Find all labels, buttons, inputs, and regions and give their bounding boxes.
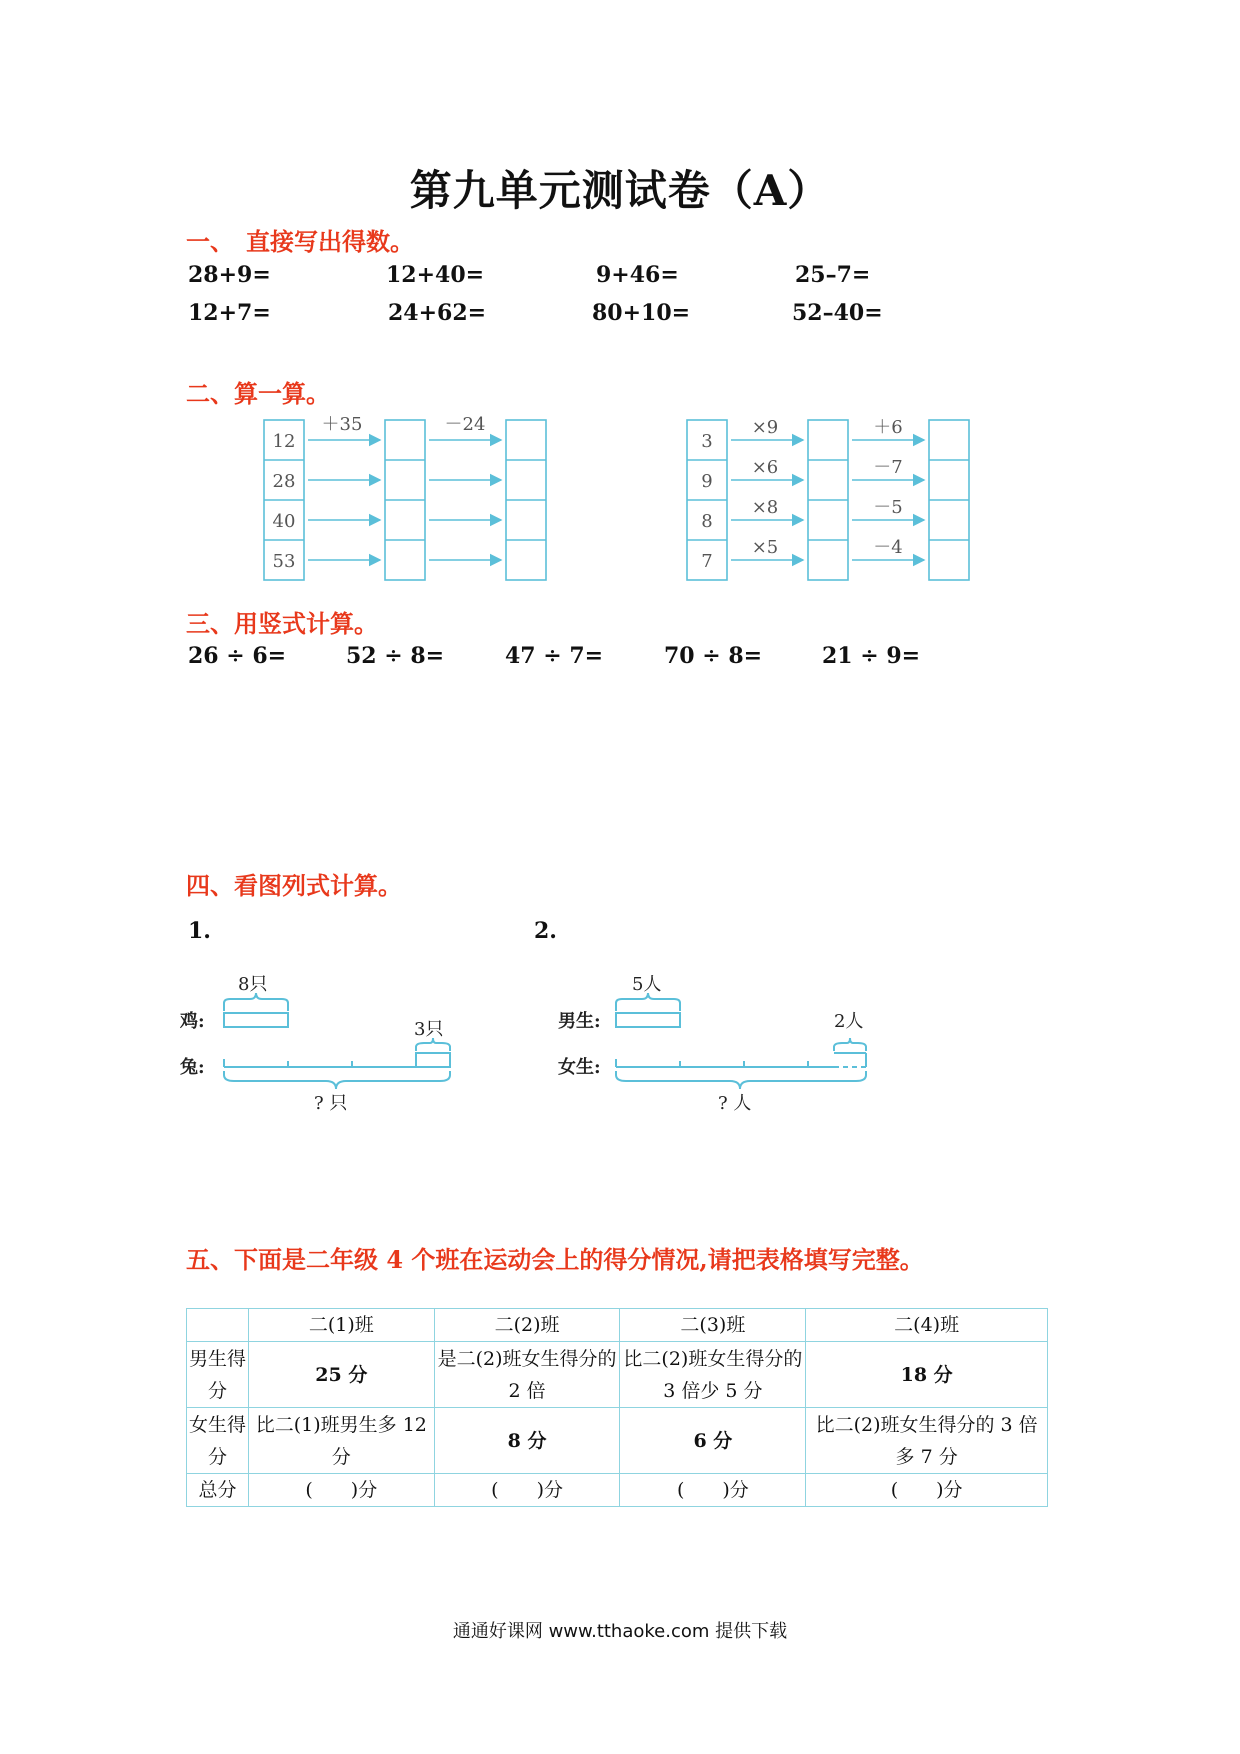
chain-input: 9 [701,471,713,492]
diagram-row-label: 鸡: [180,1011,205,1032]
division-item: 52 ÷ 8= [346,643,445,669]
equation: 24+62= [388,300,487,326]
chain-operation: －24 [444,414,486,435]
section-5-heading: 五、下面是二年级 4 个班在运动会上的得分情况,请把表格填写完整。 [186,1245,924,1274]
chain-operation: ＋6 [873,417,903,438]
table-cell: 6 分 [620,1408,806,1474]
row-label: 总分 [187,1474,249,1507]
chain-operation: ×9 [751,417,779,438]
table-cell: 是二(2)班女生得分的 2 倍 [434,1342,620,1408]
equation: 12+40= [386,262,485,288]
division-item: 70 ÷ 8= [664,643,763,669]
diagram-total-label: ? 人 [718,1093,752,1114]
diagram-extra-label: 2人 [834,1011,864,1032]
chain-input: 8 [701,511,713,532]
table-cell: 25 分 [248,1342,434,1408]
chain-operation: －7 [873,457,903,478]
table-header-cell: 二(2)班 [434,1309,620,1342]
chain-input: 3 [701,431,713,452]
diagram-row-label: 男生: [558,1011,601,1032]
table-cell: 比二(1)班男生多 12 分 [248,1408,434,1474]
table-cell: 比二(2)班女生得分的 3 倍多 7 分 [806,1408,1048,1474]
chain-input: 40 [272,511,296,532]
table-header-row [187,1309,1048,1342]
chain-input: 7 [701,551,713,572]
footer-credit: 通通好课网 www.tthaoke.com 提供下载 [452,1621,788,1642]
diagram-2 [558,975,898,1115]
chain-input: 53 [272,551,296,572]
diagram-total-label: ? 只 [314,1093,348,1114]
division-item: 47 ÷ 7= [505,643,604,669]
diagram-1 [180,975,480,1115]
diagram-top-label: 8只 [238,975,268,995]
table-row-boys [187,1342,1048,1408]
table-header-cell: 二(3)班 [620,1309,806,1342]
total-blank: ( )分 [248,1474,434,1507]
row-label: 女生得分 [187,1408,249,1474]
equation: 28+9= [188,262,271,288]
section-2-heading: 二、算一算。 [186,379,330,408]
table-cell: 比二(2)班女生得分的 3 倍少 5 分 [620,1342,806,1408]
chain-operation: ×6 [751,457,779,478]
table-header-cell: 二(4)班 [806,1309,1048,1342]
diagram-row-label: 兔: [180,1057,205,1078]
section-1-heading: 一、 直接写出得数。 [186,227,414,256]
division-item: 26 ÷ 6= [188,643,287,669]
total-blank: ( )分 [434,1474,620,1507]
diagram-top-label: 5人 [632,975,662,995]
equation: 12+7= [188,300,271,326]
chain-operation: －5 [873,497,903,518]
chain-input: 28 [272,471,296,492]
equation: 25–7= [795,262,871,288]
table-header-cell: 二(1)班 [248,1309,434,1342]
section-4-heading: 四、看图列式计算。 [186,871,402,900]
equation: 52–40= [792,300,883,326]
calc-chain-right [683,410,983,590]
table-cell: 8 分 [434,1408,620,1474]
equation: 80+10= [592,300,691,326]
table-row-girls [187,1408,1048,1474]
table-header-cell [187,1309,249,1342]
diagram-row-label: 女生: [558,1057,601,1078]
table-row-total [187,1474,1048,1507]
chain-operation: ×5 [751,537,779,558]
calc-chain-left [260,410,560,590]
chain-operation: ×8 [751,497,779,518]
equation: 9+46= [596,262,679,288]
total-blank: ( )分 [806,1474,1048,1507]
chain-operation: ＋35 [321,414,363,435]
diagram-extra-label: 3只 [414,1019,444,1040]
section-3-heading: 三、用竖式计算。 [186,609,378,638]
division-item: 21 ÷ 9= [822,643,921,669]
page-title: 第九单元测试卷（A） [409,166,831,215]
chain-operation: －4 [873,537,903,558]
problem-2-number: 2. [534,918,557,944]
problem-1-number: 1. [188,918,211,944]
chain-input: 12 [272,431,296,452]
table-cell: 18 分 [806,1342,1048,1408]
score-table [186,1308,1048,1507]
total-blank: ( )分 [620,1474,806,1507]
row-label: 男生得分 [187,1342,249,1408]
